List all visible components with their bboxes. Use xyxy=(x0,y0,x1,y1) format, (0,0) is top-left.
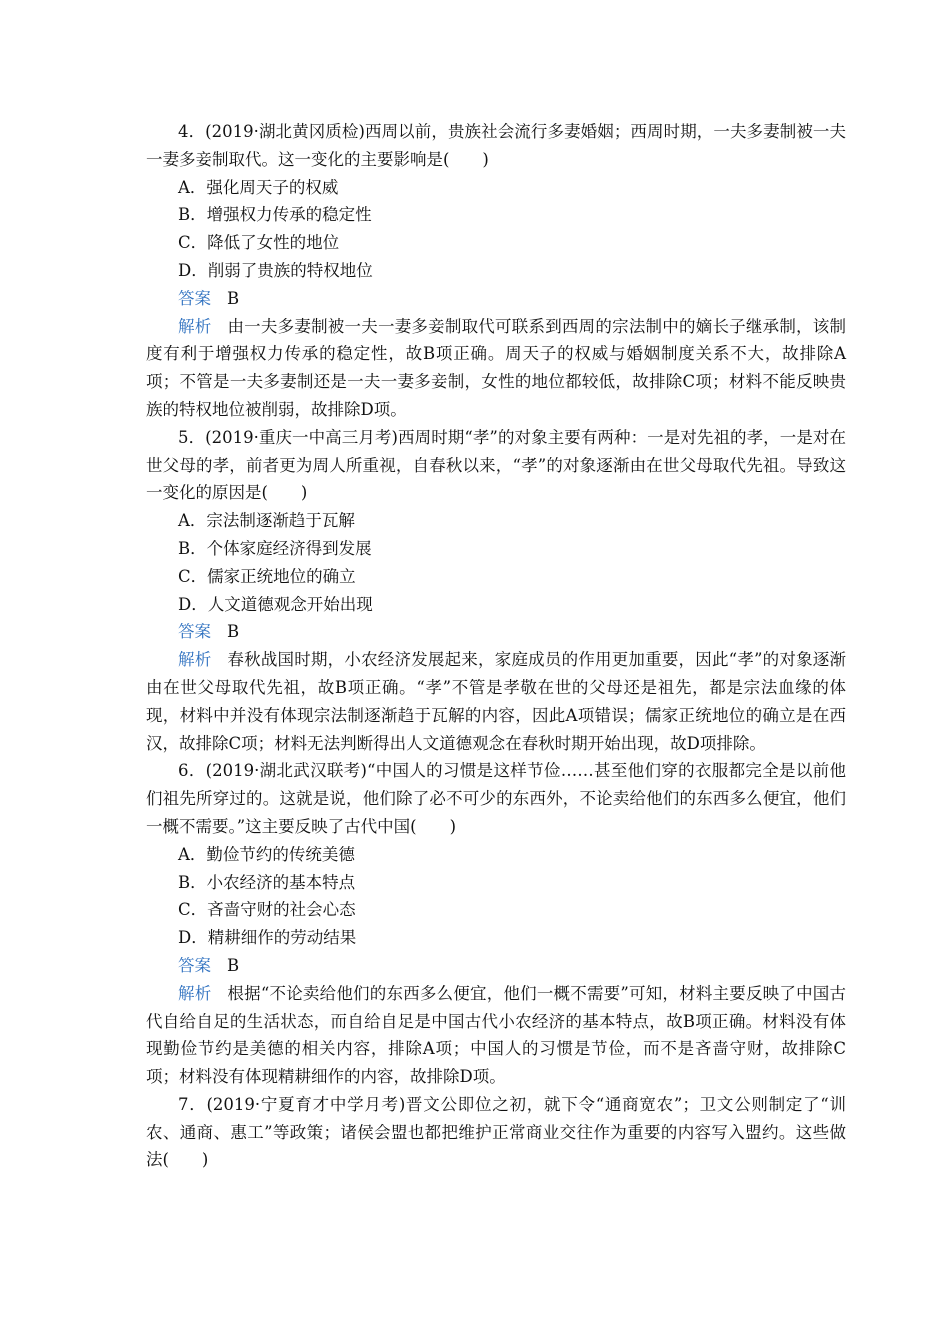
question-5 xyxy=(146,424,846,758)
option-d: D．精耕细作的劳动结果 xyxy=(178,928,357,948)
answer-value: B xyxy=(227,288,240,308)
analysis-text: 由一夫多妻制被一夫一妻多妾制取代可联系到西周的宗法制中的嫡长子继承制，该制度有利于增强权力传承的稳定性，故B项正确。周天子的权威与婚姻制度关系不大，故排除A项；不管是一夫多妻制还是一夫一妻多妾制，女性的地位都较低，故排除C项；材料不能反映贵族的特权地位被削弱，故排除D项。 xyxy=(146,316,847,419)
option-d: D．人文道德观念开始出现 xyxy=(178,594,373,614)
analysis-text: 春秋战国时期，小农经济发展起来，家庭成员的作用更加重要，因此“孝”的对象逐渐由在世父母取代先祖，故B项正确。“孝”不管是孝敬在世的父母还是祖先，都是宗法血缘的体现，材料中并没有体现宗法制逐渐趋于瓦解的内容，因此A项错误；儒家正统地位的确立是在西汉，故排除C项；材料无法判断得出人文道德观念在春秋时期开始出现，故D项排除。 xyxy=(146,650,847,753)
option-b: B．个体家庭经济得到发展 xyxy=(178,538,372,558)
answer-line xyxy=(146,618,846,646)
option-b: B．增强权力传承的稳定性 xyxy=(178,205,372,225)
option-a: A．勤俭节约的传统美德 xyxy=(178,844,355,864)
option-c: C．降低了女性的地位 xyxy=(178,233,340,253)
question-4 xyxy=(146,118,846,424)
option-c: C．吝啬守财的社会心态 xyxy=(178,900,356,920)
option-a: A．宗法制逐渐趋于瓦解 xyxy=(178,511,355,531)
analysis-label: 解析 xyxy=(178,650,212,670)
option-b: B．小农经济的基本特点 xyxy=(178,872,356,892)
question-stem: 6．(2019·湖北武汉联考)“中国人的习惯是这样节俭……甚至他们穿的衣服都完全是以前他们祖先所穿过的。这就是说，他们除了必不可少的东西外，不论卖给他们的东西多么便宜，他们一概不需要。”这主要反映了古代中国( ) xyxy=(146,761,846,836)
analysis-label: 解析 xyxy=(178,316,212,336)
option-a: A．强化周天子的权威 xyxy=(178,177,339,197)
question-stem: 7．(2019·宁夏育才中学月考)晋文公即位之初，就下令“通商宽农”；卫文公则制定了“训农、通商、惠工”等政策；诸侯会盟也都把维护正常商业交往作为重要的内容写入盟约。这些做法( ) xyxy=(146,1094,846,1170)
option-d: D．削弱了贵族的特权地位 xyxy=(178,260,373,280)
analysis-label: 解析 xyxy=(178,983,212,1003)
answer-label: 答案 xyxy=(178,288,211,308)
question-stem: 4．(2019·湖北黄冈质检)西周以前，贵族社会流行多妻婚姻；西周时期，一夫多妻制被一夫一妻多妾制取代。这一变化的主要影响是( ) xyxy=(146,122,846,169)
answer-line xyxy=(146,285,846,313)
document-page xyxy=(146,118,846,1174)
analysis-text: 根据“不论卖给他们的东西多么便宜，他们一概不需要”可知，材料主要反映了中国古代自给自足的生活状态，而自给自足是中国古代小农经济的基本特点，故B项正确。材料没有体现勤俭节约是美德的相关内容，排除A项；中国人的习惯是节俭，而不是吝啬守财，故排除C项；材料没有体现精耕细作的内容，故排除D项。 xyxy=(146,983,847,1087)
option-c: C．儒家正统地位的确立 xyxy=(178,566,356,586)
answer-line xyxy=(146,952,846,980)
answer-label: 答案 xyxy=(178,955,211,975)
question-stem: 5．(2019·重庆一中高三月考)西周时期“孝”的对象主要有两种：一是对先祖的孝，一是对在世父母的孝，前者更为周人所重视，自春秋以来，“孝”的对象逐渐由在世父母取代先祖。导致这一变化的原因是( ) xyxy=(146,427,846,503)
analysis-line xyxy=(146,313,846,424)
question-6 xyxy=(146,757,846,1091)
question-7 xyxy=(146,1091,846,1174)
answer-value: B xyxy=(227,622,240,642)
answer-value: B xyxy=(227,955,240,975)
analysis-line xyxy=(146,646,846,757)
analysis-line xyxy=(146,980,846,1091)
answer-label: 答案 xyxy=(178,622,211,642)
